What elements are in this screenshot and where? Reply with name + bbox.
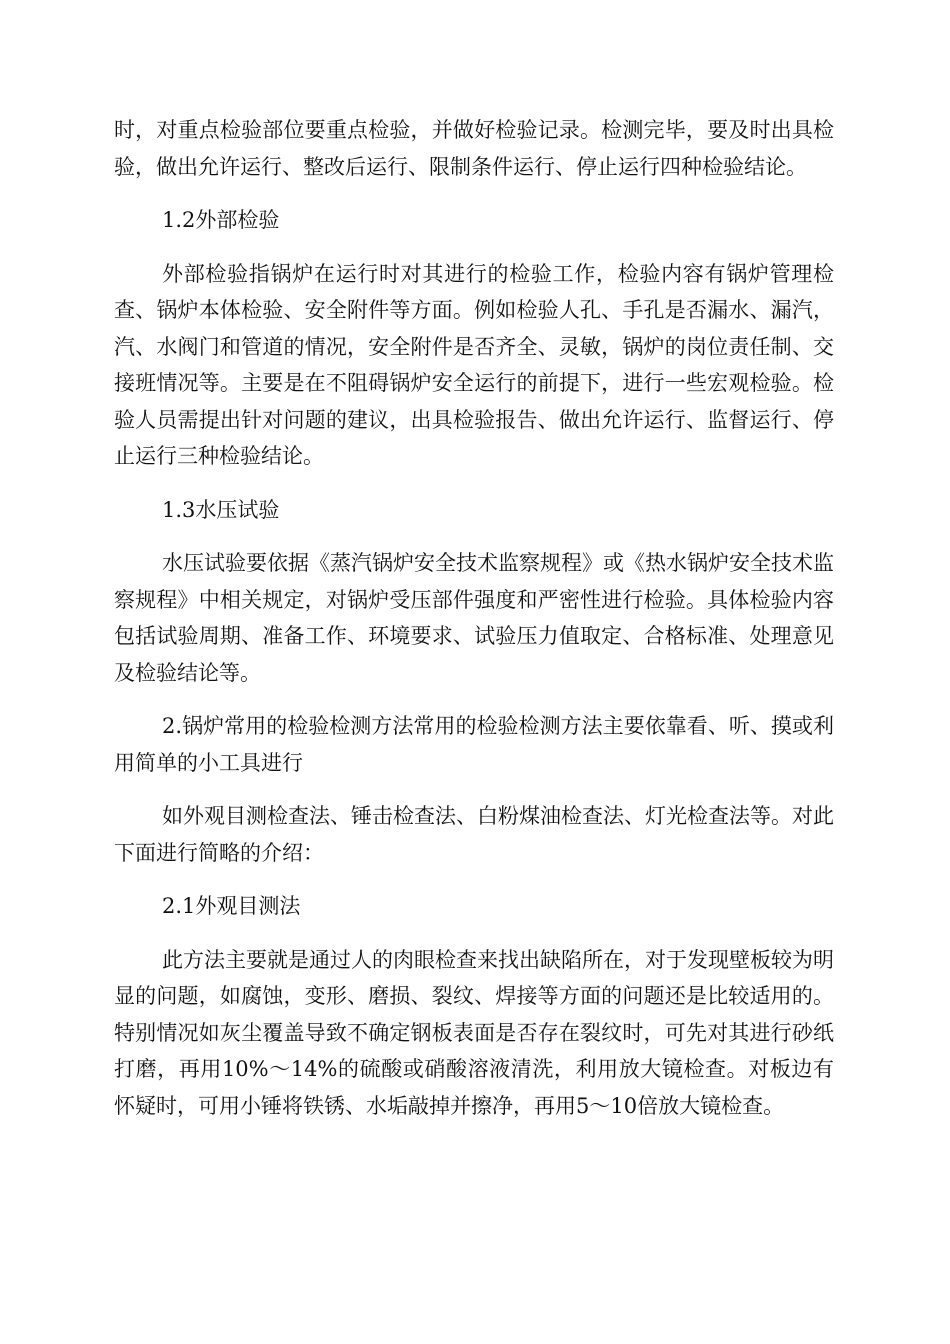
section-heading-1-2: 1.2外部检验: [162, 208, 280, 232]
section-heading-2-1: 2.1外观目测法: [162, 894, 301, 918]
paragraph-external-inspection: 外部检验指锅炉在运行时对其进行的检验工作，检验内容有锅炉管理检查、锅炉本体检验、安全附件等方面。例如检验人孔、手孔是否漏水、漏汽，汽、水阀门和管道的情况，安全附件是否齐全、灵敏，锅炉的岗位责任制、交接班情况等。主要是在不阻碍锅炉安全运行的前提下，进行一些宏观检验。检验人员需提出针对问题的建议，出具检验报告、做出允许运行、监督运行、停止运行三种检验结论。: [114, 261, 834, 468]
section-heading-1-3: 1.3水压试验: [162, 497, 280, 522]
paragraph-visual-inspection: 此方法主要就是通过人的肉眼检查来找出缺陷所在，对于发现壁板较为明显的问题，如腐蚀，变形、磨损、裂纹、焊接等方面的问题还是比较适用的。特别情况如灰尘覆盖导致不确定钢板表面是否存在裂纹时，可先对其进行砂纸打磨，再用10%～14%的硫酸或硝酸溶液清洗，利用放大镜检查。对板边有怀疑时，可用小锤将铁锈、水垢敲掉并擦净，再用5～10倍放大镜检查。: [114, 947, 834, 1118]
paragraph-common-methods: 2.锅炉常用的检验检测方法常用的检验检测方法主要依靠看、听、摸或利用简单的小工具进行: [114, 714, 834, 775]
paragraph-hydraulic-test: 水压试验要依据《蒸汽锅炉安全技术监察规程》或《热水锅炉安全技术监察规程》中相关规定，对锅炉受压部件强度和严密性进行检验。具体检验内容包括试验周期、准备工作、环境要求、试验压力值取定、合格标准、处理意见及检验结论等。: [114, 551, 834, 685]
paragraph-methods-list: 如外观目测检查法、锤击检查法、白粉煤油检查法、灯光检查法等。对此下面进行简略的介绍：: [114, 804, 834, 865]
paragraph-continuation: 时，对重点检验部位要重点检验，并做好检验记录。检测完毕，要及时出具检验，做出允许运行、整改后运行、限制条件运行、停止运行四种检验结论。: [114, 118, 834, 179]
document-page: [114, 112, 834, 1141]
